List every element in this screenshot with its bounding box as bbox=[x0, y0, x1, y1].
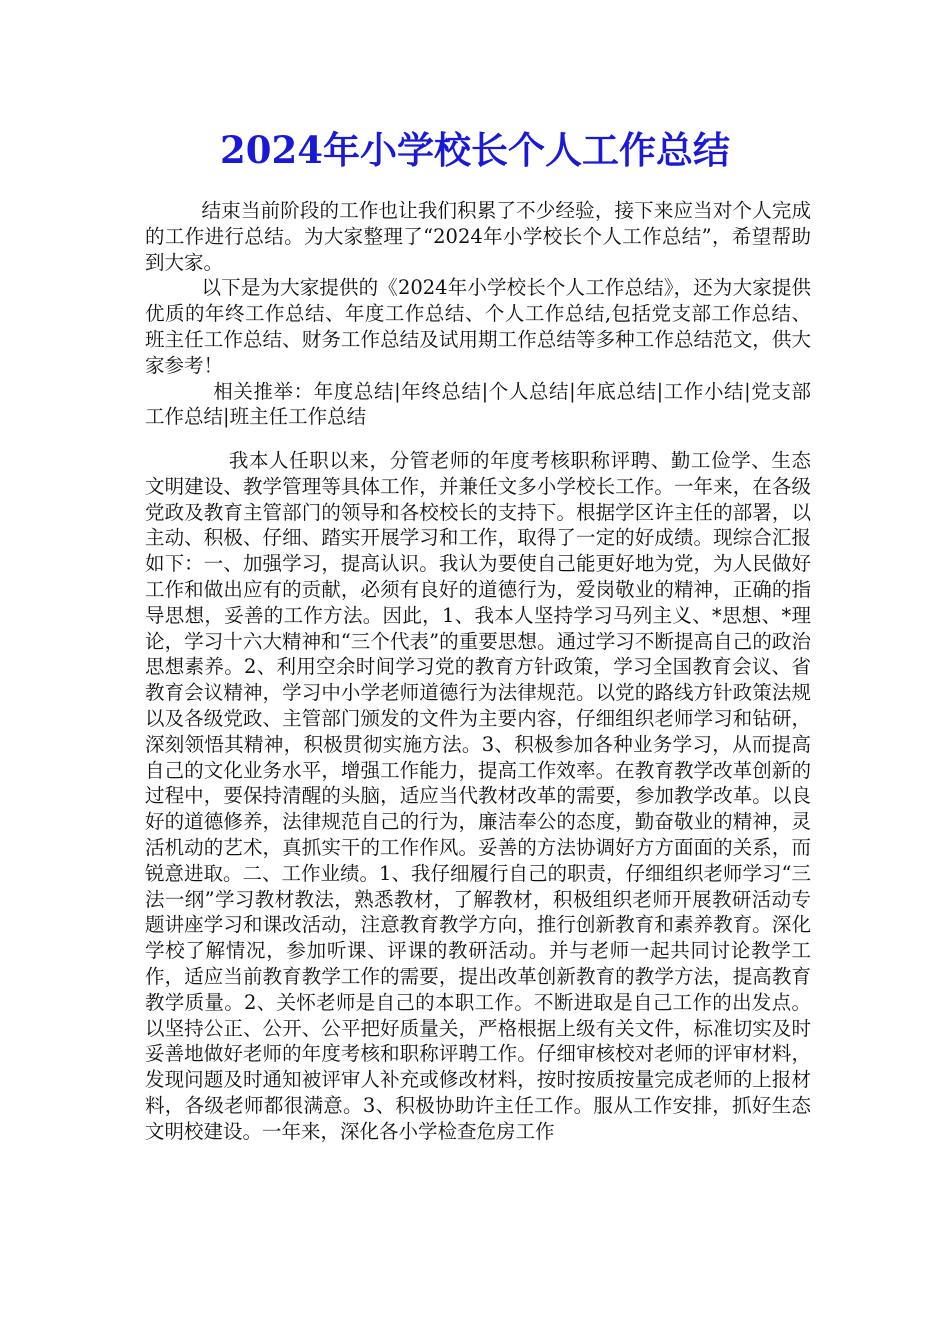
intro-paragraph-1: 结束当前阶段的工作也让我们积累了不少经验，接下来应当对个人完成的工作进行总结。为大家整理了“2024年小学校长个人工作总结”，希望帮助到大家。 bbox=[145, 199, 811, 274]
related-recommendations: 相关推举：年度总结|年终总结|个人总结|年底总结|工作小结|党支部工作总结|班主任工作总结 bbox=[145, 379, 811, 429]
document-title: 2024年小学校长个人工作总结 bbox=[220, 128, 730, 172]
main-paragraph: 我本人任职以来，分管老师的年度考核职称评聘、勤工俭学、生态文明建设、教学管理等具体工作，并兼任文多小学校长工作。一年来，在各级党政及教育主管部门的领导和各校校长的支持下。根据学区许主任的部署，以主动、积极、仔细、踏实开展学习和工作，取得了一定的好成绩。现综合汇报如下：一、加强学习，提高认识。我认为要使自己能更好地为党，为人民做好工作和做出应有的贡献，必须有良好的道德行为，爱岗敬业的精神，正确的指导思想，妥善的工作方法。因此，1、我本人坚持学习马列主义、*思想、*理论，学习十六大精神和“三个代表”的重要思想。通过学习不断提高自己的政治思想素养。2、利用空余时间学习党的教育方针政策，学习全国教育会议、省教育会议精神，学习中小学老师道德行为法律规范。以党的路线方针政策法规以及各级党政、主管部门颁发的文件为主要内容，仔细组织老师学习和钻研，深刻领悟其精神，积极贯彻实施方法。3、积极参加各种业务学习，从而提高自己的文化业务水平，增强工作能力，提高工作效率。在教育教学改革创新的过程中，要保持清醒的头脑，适应当代教材改革的需要，参加教学改革。以良好的道德修养，法律规范自己的行为，廉洁奉公的态度，勤奋敬业的精神，灵活机动的艺术，真抓实干的工作作风。妥善的方法协调好方方面面的关系，而锐意进取。二、工作业绩。1、我仔细履行自己的职责，仔细组织老师学习“三法一纲”学习教材教法，熟悉教材，了解教材，积极组织老师开展教研活动专题讲座学习和课改活动，注意教育教学方向，推行创新教育和素养教育。深化学校了解情况，参加听课、评课的教研活动。并与老师一起共同讨论教学工作，适应当前教育教学工作的需要，提出改革创新教育的教学方法，提高教育教学质量。2、关怀老师是自己的本职工作。不断进取是自己工作的出发点。以坚持公正、公开、公平把好质量关，严格根据上级有关文件，标准切实及时妥善地做好老师的年度考核和职称评聘工作。仔细审核校对老师的评审材料，发现问题及时通知被评审人补充或修改材料，按时按质按量完成老师的上报材料，各级老师都很满意。3、积极协助许主任工作。服从工作安排，抓好生态文明校建设。一年来，深化各小学检查危房工作 bbox=[145, 449, 811, 1143]
main-section bbox=[145, 448, 811, 1145]
intro-paragraph-2: 以下是为大家提供的《2024年小学校长个人工作总结》，还为大家提供优质的年终工作总结、年度工作总结、个人工作总结,包括党支部工作总结、班主任工作总结、财务工作总结及试用期工作总结等多种工作总结范文，供大家参考！ bbox=[145, 276, 811, 377]
intro-section bbox=[145, 198, 811, 430]
